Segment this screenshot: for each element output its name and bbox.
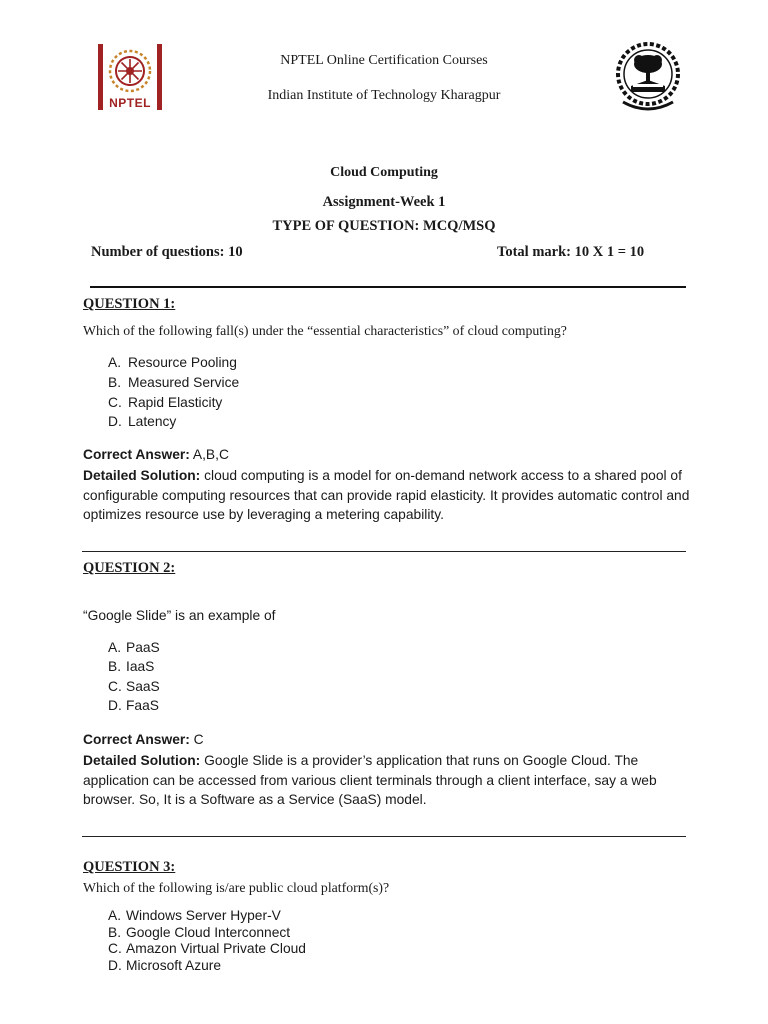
q1-option-b [108, 375, 239, 390]
option-label: B. [108, 659, 122, 674]
q2-correct-answer [83, 732, 204, 747]
header-org: NPTEL Online Certification Courses [280, 53, 488, 68]
option-text: FaaS [126, 698, 159, 713]
q2-detailed-solution [83, 751, 693, 810]
option-text: PaaS [126, 640, 160, 655]
num-questions-value: : 10 [219, 244, 243, 260]
option-text: Measured Service [128, 375, 240, 390]
question-1-text: Which of the following fall(s) under the “essential characteristics” of cloud computing? [83, 323, 567, 338]
iit-kharagpur-emblem [615, 40, 681, 116]
header-institute: Indian Institute of Technology Kharagpur [267, 88, 501, 103]
q1-correct-answer [83, 447, 229, 462]
option-label: C. [108, 395, 122, 410]
num-questions-label: Number of questions [91, 244, 220, 260]
question-type: TYPE OF QUESTION: MCQ/MSQ [272, 218, 496, 234]
q2-option-c [108, 679, 160, 694]
option-label: D. [108, 698, 122, 713]
option-label: B. [108, 925, 122, 940]
q3-option-b [108, 925, 290, 940]
q1-option-c [108, 395, 222, 410]
nptel-logo-text: NPTEL [109, 96, 151, 110]
option-text: Microsoft Azure [126, 958, 222, 973]
option-text: Windows Server Hyper-V [126, 908, 281, 923]
option-text: SaaS [126, 679, 160, 694]
option-text: Rapid Elasticity [128, 395, 223, 410]
option-label: B. [108, 375, 122, 390]
answer-value: A,B,C [189, 447, 229, 462]
question-3-heading: QUESTION 3: [83, 859, 176, 875]
q2-option-d [108, 698, 159, 713]
question-divider [82, 836, 686, 837]
header-divider [90, 286, 686, 288]
assignment-title: Assignment-Week 1 [322, 194, 446, 210]
question-2-heading: QUESTION 2: [83, 560, 176, 576]
emblem-graphic [615, 40, 681, 116]
answer-label: Correct Answer: [83, 732, 190, 747]
q1-option-a [108, 355, 237, 370]
solution-label: Detailed Solution: [83, 753, 201, 768]
q2-option-a [108, 640, 160, 655]
solution-text: cloud computing is a model for on-demand network access to a shared pool of configurable computing resources that can provide rapid elasticity. It provides automatic control and optimizes resource use by leveraging a metering capability. [83, 468, 690, 523]
q2-option-b [108, 659, 154, 674]
course-title: Cloud Computing [330, 165, 438, 180]
option-text: Google Cloud Interconnect [126, 925, 291, 940]
question-1-heading: QUESTION 1: [83, 296, 176, 312]
question-3-text: Which of the following is/are public cloud platform(s)? [83, 880, 390, 895]
option-label: C. [108, 679, 122, 694]
answer-label: Correct Answer: [83, 447, 190, 462]
option-text: Amazon Virtual Private Cloud [126, 941, 306, 956]
option-text: Resource Pooling [128, 355, 237, 370]
q3-option-c [108, 941, 306, 956]
option-label: C. [108, 941, 122, 956]
option-label: A. [108, 908, 122, 923]
solution-label: Detailed Solution: [83, 468, 201, 483]
answer-value: C [189, 732, 204, 747]
option-text: IaaS [126, 659, 155, 674]
q1-option-d [108, 414, 176, 429]
solution-text: Google Slide is a provider’s application that runs on Google Cloud. The application can be accessed from various client terminals through a client interface, say a web browser. So, It is a Software as a Service (SaaS) model. [83, 753, 657, 808]
q3-option-d [108, 958, 221, 973]
option-label: A. [108, 355, 122, 370]
option-label: D. [108, 414, 122, 429]
total-mark: Total mark: 10 X 1 = 10 [497, 244, 645, 260]
question-divider [82, 551, 686, 552]
number-of-questions [91, 244, 243, 261]
option-label: A. [108, 640, 122, 655]
q1-detailed-solution [83, 466, 693, 525]
question-2-text: “Google Slide” is an example of [83, 608, 276, 623]
option-text: Latency [128, 414, 177, 429]
q3-option-a [108, 908, 281, 923]
option-label: D. [108, 958, 122, 973]
